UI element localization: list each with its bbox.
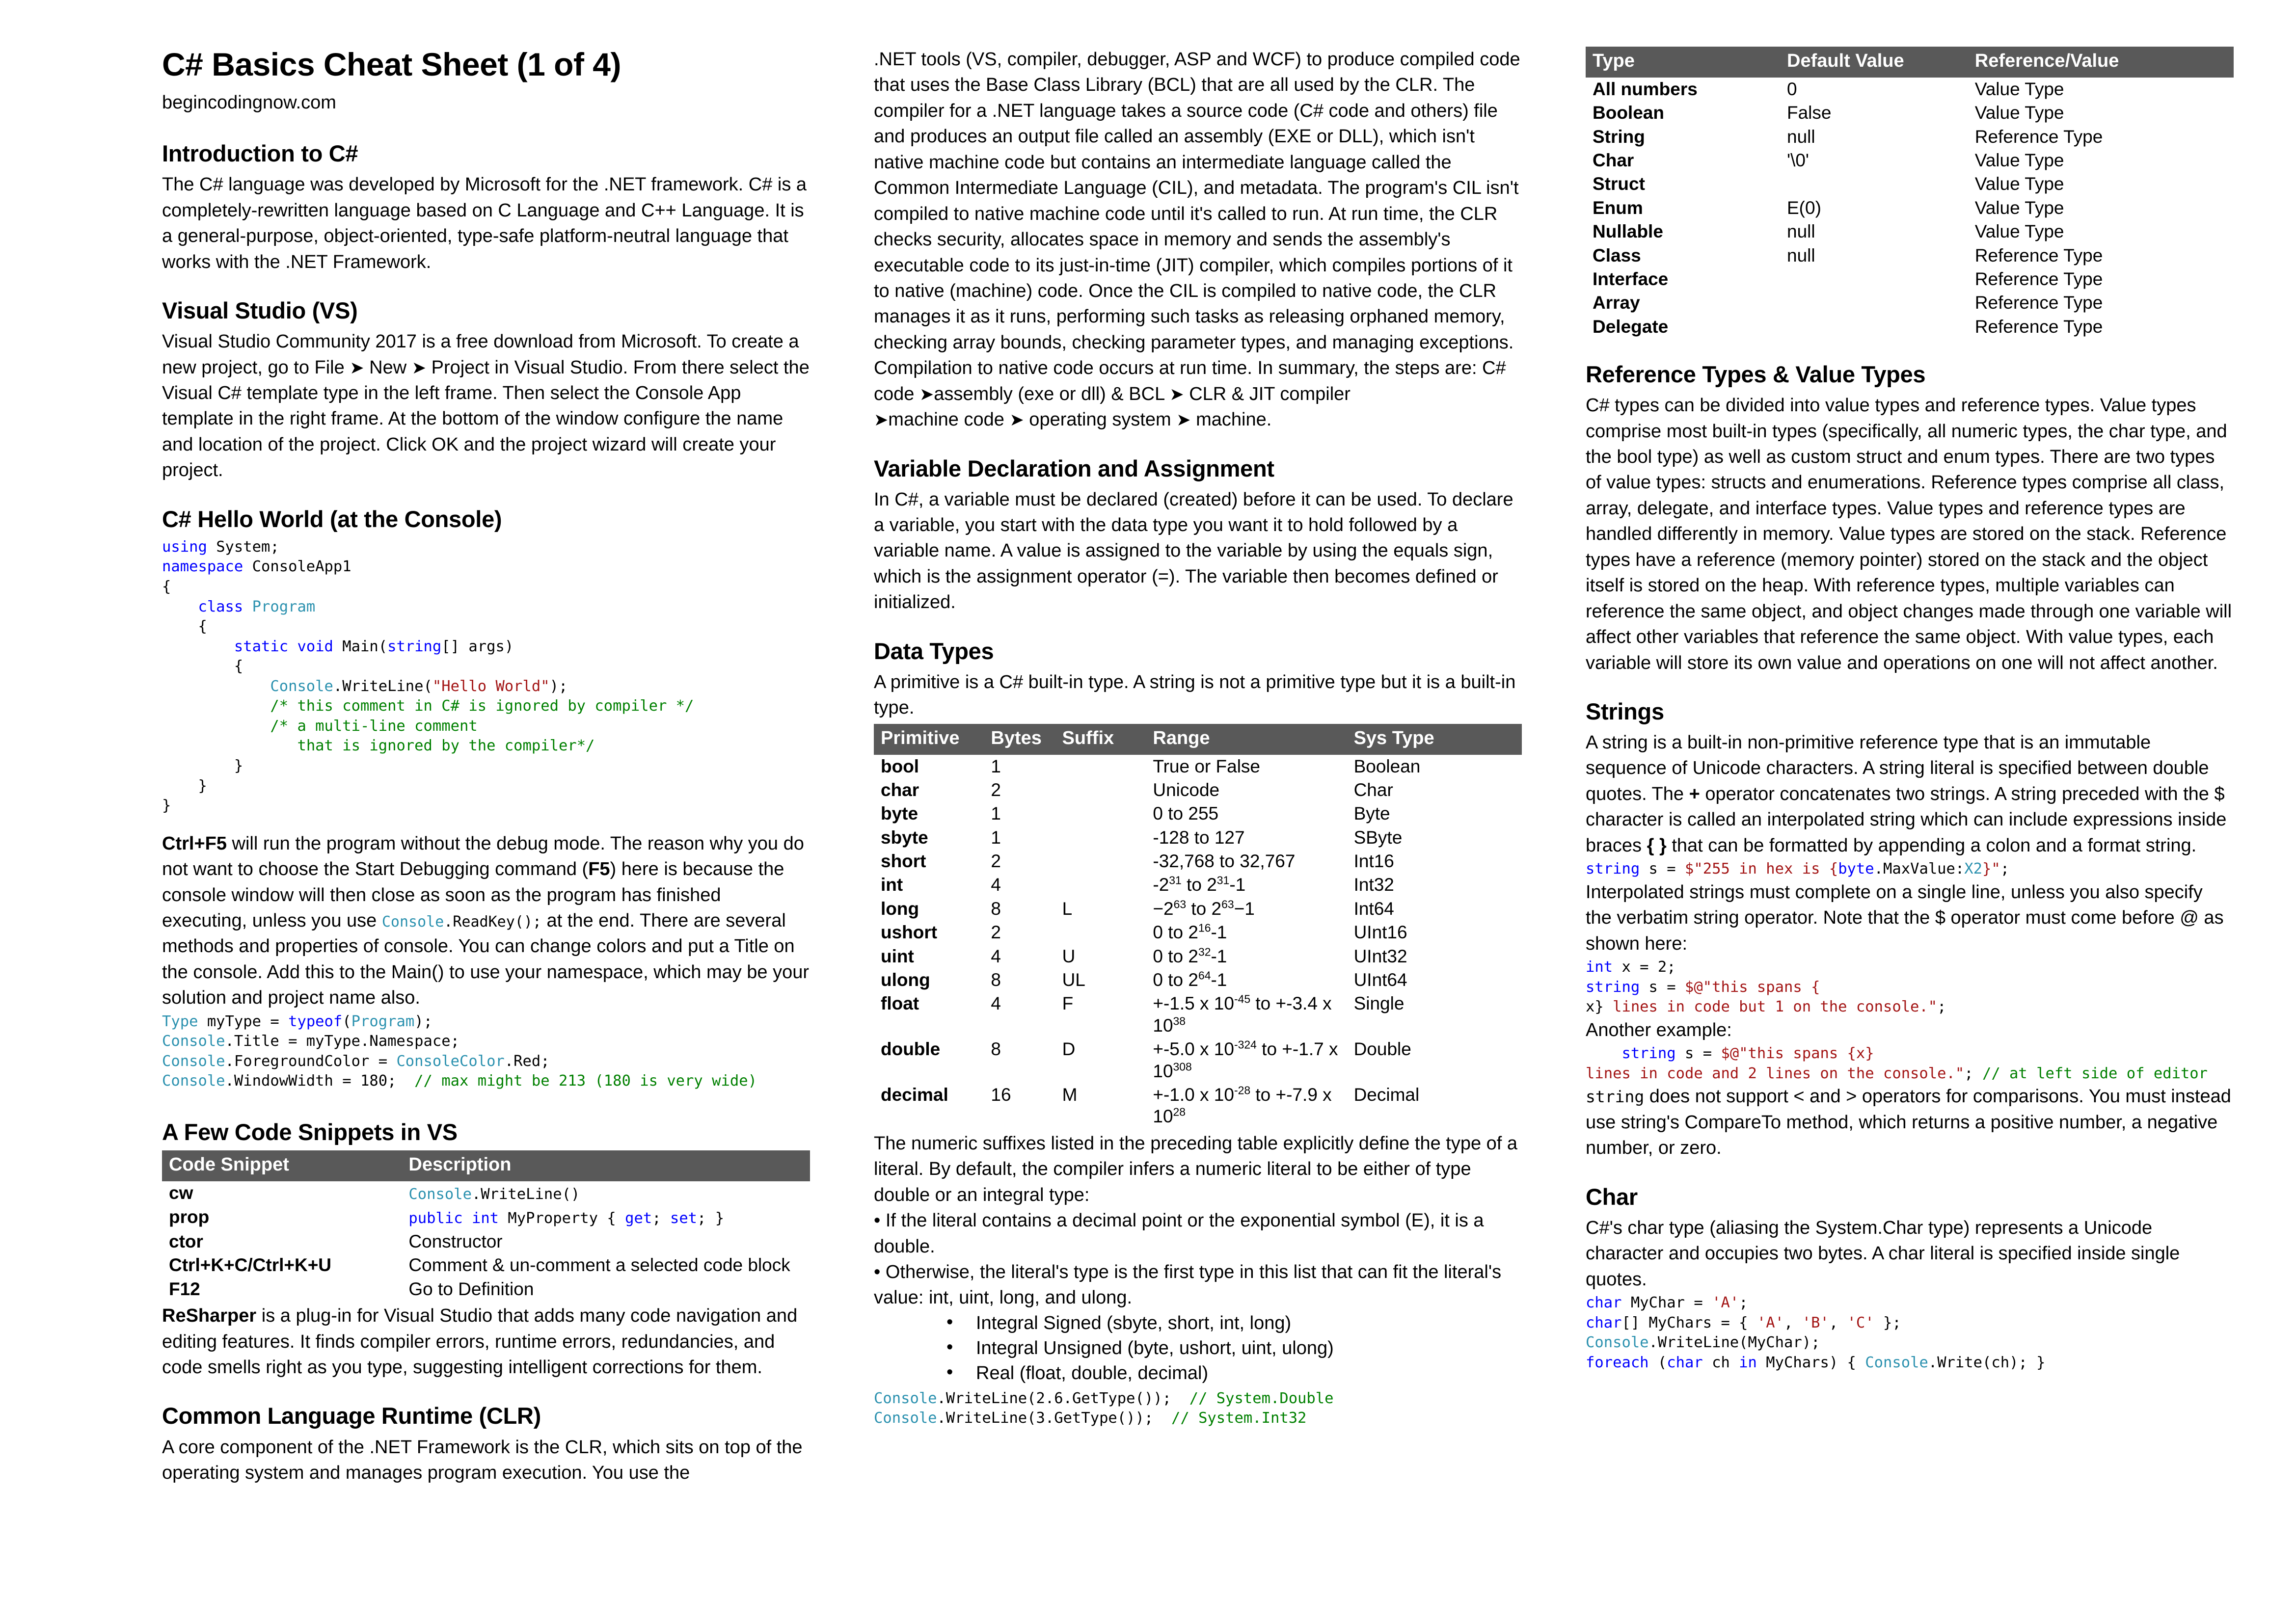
braces-symbol: { } <box>1647 835 1667 856</box>
primitive-systype: SByte <box>1353 827 1403 848</box>
primitive-systype: UInt16 <box>1353 922 1407 943</box>
heading-introduction: Introduction to C# <box>162 140 358 167</box>
primitive-suffix <box>1055 755 1146 778</box>
table-row <box>874 897 1522 921</box>
col-header-primitive: Primitive <box>874 724 984 755</box>
primitive-range: $-2^{31}$ to $2^{31}-1$ <box>1153 874 1246 895</box>
type-name: Delegate <box>1593 316 1669 337</box>
visual-studio-paragraph <box>162 329 810 483</box>
type-reference-or-value: Reference Type <box>1974 245 2103 266</box>
type-reference-or-value: Reference Type <box>1974 126 2103 147</box>
compareto-paragraph <box>1586 1084 2234 1161</box>
steps-text-4: operating system <box>1024 409 1177 430</box>
bullet-literal-double: • If the literal contains a decimal point or the exponential symbol (E), it is a double. <box>874 1210 1484 1257</box>
ctrlf5-text-3: at the end. There are several methods and properties of console. You can change colors and put a Title on the console. Add this to the Main() to use your namespace, which may be your solution and project name also. <box>162 910 810 1009</box>
snippet-description: Go to Definition <box>408 1278 534 1299</box>
arrow-icon: ➤ <box>874 410 889 430</box>
type-reference-or-value: Value Type <box>1974 103 2064 123</box>
intro-paragraph: The C# language was developed by Microsoft for the .NET framework. C# is a completely-rewritten language based on C Language and C++ Language. It is a general-purpose, object-oriented, type-safe platform-neutral language that works with the .NET Framework. <box>162 174 807 272</box>
type-default-value: null <box>1787 221 1815 242</box>
table-row <box>874 755 1522 778</box>
primitive-name: sbyte <box>881 827 928 848</box>
type-default-value: 0 <box>1787 79 1797 99</box>
table-row <box>1586 101 2234 125</box>
suffix-paragraph: The numeric suffixes listed in the preceding table explicitly define the type of a literal. By default, the compiler infers a numeric literal to be either of type double or an integral type: <box>874 1133 1518 1205</box>
readkey-code: Console <box>381 913 444 931</box>
primitive-name: uint <box>881 946 914 966</box>
site-subtitle: begincodingnow.com <box>162 92 336 113</box>
primitive-range: 0 to $2^{16}-1$ <box>1153 921 1227 943</box>
reftypes-paragraph: C# types can be divided into value types and reference types. Value types comprise most built-in types (specifically, all numeric types, the char type, and the bool type) as well as custom struct and enum types. There are two types of value types: structs and enumerations. Reference types comprise all class, array, delegate, and interface types. Value types and reference types are handled differently in memory. Value types are stored on the stack. Reference types have a reference (memory pointer) stored on the stack and the object itself is stored on the heap. With reference types, multiple variables can reference the same object, and object changes made through one variable will affect other variables that reference the same object. With value types, each variable will store its own value and operations on one will not affect another. <box>1586 395 2232 673</box>
type-name: Char <box>1593 150 1634 170</box>
heading-visual-studio: Visual Studio (VS) <box>162 297 358 324</box>
type-name: Enum <box>1593 197 1643 218</box>
steps-text-3: machine code <box>888 409 1010 430</box>
col-header-bytes: Bytes <box>984 724 1055 755</box>
primitive-range: -128 to 127 <box>1153 827 1245 848</box>
primitive-systype: Double <box>1353 1039 1411 1060</box>
snippet-description: Console.WriteLine() <box>408 1185 580 1203</box>
bullet-literal-integral: • Otherwise, the literal's type is the first type in this list that can fit the literal's value: int, uint, long, and ulong. <box>874 1261 1502 1308</box>
steps-text-2: CLR & JIT compiler <box>1184 383 1351 404</box>
primitive-systype: Char <box>1353 779 1393 800</box>
primitive-suffix <box>1055 802 1146 825</box>
strings-text-3: that can be formatted by appending a colon and a format string. <box>1666 835 2197 856</box>
strings-paragraph <box>1586 730 2234 858</box>
table-row <box>1586 315 2234 339</box>
snippet-name: Ctrl+K+C/Ctrl+K+U <box>169 1255 332 1276</box>
char-code: char MyChar = 'A'; char[] MyChars = { 'A', 'B', 'C' }; Console.WriteLine(MyChar); foreach (char ch in MyChars) { Console.Write(ch); } <box>1586 1294 2046 1371</box>
type-reference-or-value: Reference Type <box>1974 268 2103 289</box>
table-row <box>874 873 1522 897</box>
snippet-description: Comment & un-comment a selected code block <box>408 1255 790 1276</box>
ctrlf5-paragraph <box>162 831 810 1011</box>
snippet-description: public int MyProperty { get; set; } <box>408 1210 725 1227</box>
snippet-name: cw <box>169 1182 193 1203</box>
type-reference-or-value: Reference Type <box>1974 316 2103 337</box>
primitive-bytes: 8 <box>991 1039 1001 1060</box>
vs-text-3: Project in Visual Studio. From there select the Visual C# template type in the left frame. Then select the Console App template in the right frame. At the bottom of the window configure the name and location of the project. Click OK and the project wizard will create your project. <box>162 357 810 481</box>
snippet-name: F12 <box>169 1278 200 1299</box>
primitive-systype: Int16 <box>1353 851 1394 872</box>
snippet-name: prop <box>169 1207 210 1227</box>
primitive-bytes: 2 <box>991 851 1001 872</box>
primitive-bytes: 1 <box>991 803 1001 824</box>
type-default-value: False <box>1787 103 1832 123</box>
primitive-range: 0 to 255 <box>1153 803 1219 824</box>
ctrlf5-label: Ctrl+F5 <box>162 833 227 854</box>
list-item: • Integral Signed (sbyte, short, int, long) <box>946 1311 1522 1336</box>
page-title: C# Basics Cheat Sheet (1 of 4) <box>162 46 621 82</box>
primitive-name: ushort <box>881 922 938 943</box>
clr-cont-text: .NET tools (VS, compiler, debugger, ASP and WCF) to produce compiled code that uses the Base Class Library (BCL) that are all used by the CLR. The compiler for a .NET language takes a source code (C# code and others) file and produces an output file called an assembly (EXE or DLL), which isn't native machine code but contains an intermediate language called the Common Intermediate Language (CIL), and metadata. The program's CIL isn't compiled to native machine code until it's called to run. At run time, the CLR checks security, allocates space in memory and sends the assembly's executable code to its just-in-time (JIT) compiler, which compiles portions of it to native (machine) code. Once the CIL is compiled to native code, the CLR manages it as it runs, performing such tasks as releasing orphaned memory, checking array bounds, checking parameter types, and managing exceptions. Compilation to native code occurs at run time. In summary, the steps are: C# code <box>874 49 1520 404</box>
primitive-range: +-1.0 x $10^{-28}$ to +-7.9 x $10^{28}$ <box>1153 1084 1332 1127</box>
primitive-range: 0 to $2^{32}-1$ <box>1153 945 1227 966</box>
primitive-name: double <box>881 1039 941 1060</box>
table-row <box>162 1253 810 1277</box>
col-header-suffix: Suffix <box>1055 724 1146 755</box>
ctrlf5-text-1: will run the program without the debug mode. The reason why you do not want to choose the Start Debugging command ( <box>162 833 804 880</box>
arrow-icon: ➤ <box>919 384 934 404</box>
heading-code-snippets: A Few Code Snippets in VS <box>162 1119 458 1145</box>
f5-label: F5 <box>588 859 610 880</box>
primitive-bytes: 1 <box>991 827 1001 848</box>
type-default-value <box>1780 291 1968 315</box>
heading-variable-declaration: Variable Declaration and Assignment <box>874 455 1274 481</box>
primitive-bytes: 8 <box>991 970 1001 990</box>
strings-text-2: operator concatenates two strings. A string preceded with the $ character is called an interpolated string which can include expressions inside braces <box>1586 783 2227 856</box>
interpolated-string-code: string s = $"255 in hex is {byte.MaxValue:X2}"; <box>1586 860 2010 878</box>
col-header-systype: Sys Type <box>1347 724 1522 755</box>
table-row <box>874 1038 1522 1083</box>
resharper-text: is a plug-in for Visual Studio that adds many code navigation and editing features. It finds compiler errors, runtime errors, redundancies, and code smells right as you type, suggesting intelligent corrections for them. <box>162 1305 798 1378</box>
heading-char: Char <box>1586 1183 1638 1210</box>
list-item: • Real (float, double, decimal) <box>946 1361 1522 1386</box>
resharper-label: ReSharper <box>162 1305 257 1327</box>
char-paragraph: C#'s char type (aliasing the System.Char type) represents a Unicode character and occupies two bytes. A char literal is specified inside single quotes. <box>1586 1217 2180 1290</box>
table-row <box>1586 125 2234 149</box>
primitive-bytes: 2 <box>991 922 1001 943</box>
type-name: Nullable <box>1593 221 1663 242</box>
datatypes-paragraph: A primitive is a C# built-in type. A string is not a primitive type but it is a built-in type. <box>874 671 1516 718</box>
type-default-value: null <box>1787 126 1815 147</box>
primitive-name: bool <box>881 756 919 776</box>
primitive-suffix <box>1055 778 1146 802</box>
type-name: Interface <box>1593 268 1669 289</box>
compareto-text: does not support < and > operators for comparisons. You must instead use string's CompareTo method, which returns a positive number, a negative number, or zero. <box>1586 1086 2231 1159</box>
col-header-reference-value: Reference/Value <box>1968 47 2234 78</box>
col-header-range: Range <box>1146 724 1347 755</box>
primitive-bytes: 4 <box>991 993 1001 1014</box>
primitive-systype: Int32 <box>1353 875 1394 895</box>
primitive-systype: Decimal <box>1353 1084 1420 1105</box>
steps-text-1: assembly (exe or dll) & BCL <box>934 383 1170 404</box>
table-header-row <box>874 724 1522 755</box>
table-row <box>874 945 1522 968</box>
primitive-systype: Int64 <box>1353 898 1394 919</box>
literal-type-list <box>874 1311 1522 1386</box>
type-reference-or-value: Value Type <box>1974 221 2064 242</box>
clr-paragraph: A core component of the .NET Framework is the CLR, which sits on top of the operating system and manages program execution. You use the <box>162 1437 803 1483</box>
plus-operator: + <box>1689 783 1700 804</box>
table-row <box>162 1205 810 1230</box>
type-reference-or-value: Value Type <box>1974 79 2064 99</box>
table-row <box>1586 220 2234 243</box>
type-name: All numbers <box>1593 79 1698 99</box>
verbatim-spans-code-2: string s = $@"this spans {x} lines in code and 2 lines on the console."; // at left side of editor <box>1586 1045 2208 1082</box>
table-row <box>874 992 1522 1038</box>
table-row <box>1586 244 2234 267</box>
table-row <box>162 1277 810 1301</box>
ctrlf5-text-2: ) here is because the console window will then close as soon as the program has finished executing, unless you use <box>162 859 784 931</box>
vardecl-paragraph: In C#, a variable must be declared (created) before it can be used. To declare a variable, you start with the data type you want it to hold followed by a variable name. A value is assigned to the variable by using the equals sign, which is the assignment operator (=). The variable then becomes defined or initialized. <box>874 489 1513 613</box>
verbatim-spans-code: int x = 2; string s = $@"this spans { x} lines in code but 1 on the console."; <box>1586 958 1946 1016</box>
primitive-name: byte <box>881 803 918 824</box>
primitive-systype: Byte <box>1353 803 1390 824</box>
type-default-value <box>1780 267 1968 291</box>
type-name: Array <box>1593 293 1640 313</box>
type-default-value <box>1780 315 1968 339</box>
primitive-suffix: F <box>1062 993 1074 1014</box>
primitive-range: Unicode <box>1153 779 1220 800</box>
col-header-type: Type <box>1586 47 1780 78</box>
primitive-name: float <box>881 993 919 1014</box>
primitive-bytes: 1 <box>991 756 1001 776</box>
type-name: String <box>1593 126 1645 147</box>
column-three <box>1586 47 2234 1623</box>
heading-clr: Common Language Runtime (CLR) <box>162 1403 541 1429</box>
primitive-suffix: UL <box>1062 970 1085 990</box>
table-row <box>1586 149 2234 172</box>
vs-text-1: Visual Studio Community 2017 is a free download from Microsoft. To create a new project, go to File <box>162 331 799 378</box>
column-one <box>162 47 810 1623</box>
primitive-suffix: M <box>1062 1084 1078 1105</box>
list-item: • Integral Unsigned (byte, ushort, uint, ulong) <box>946 1336 1522 1361</box>
steps-text-5: machine. <box>1190 409 1272 430</box>
primitive-systype: Single <box>1353 993 1405 1014</box>
primitive-name: long <box>881 898 919 919</box>
primitive-range: +-1.5 x $10^{-45}$ to +-3.4 x $10^{38}$ <box>1153 993 1332 1036</box>
primitive-bytes: 4 <box>991 875 1001 895</box>
vs-text-2: New <box>364 357 412 378</box>
interpolation-paragraph: Interpolated strings must complete on a single line, unless you also specify the verbatim string operator. Note that the $ operator must come before @ as shown here: <box>1586 881 2224 954</box>
col-header-code-snippet: Code Snippet <box>162 1150 402 1181</box>
heading-data-types: Data Types <box>874 638 994 664</box>
heading-reference-value-types: Reference Types & Value Types <box>1586 361 1926 388</box>
clr-continued-paragraph <box>874 47 1522 433</box>
type-reference-or-value: Value Type <box>1974 174 2064 194</box>
primitive-bytes: 4 <box>991 946 1001 966</box>
type-reference-or-value: Value Type <box>1974 150 2064 170</box>
snippets-table-body <box>162 1181 810 1301</box>
primitive-suffix <box>1055 873 1146 897</box>
types-default-table <box>1586 47 2234 339</box>
snippet-description: Constructor <box>408 1231 503 1251</box>
table-row <box>874 1083 1522 1129</box>
snippet-name: ctor <box>169 1231 203 1251</box>
primitive-name: ulong <box>881 970 930 990</box>
table-header-row <box>1586 47 2234 78</box>
table-row <box>874 826 1522 850</box>
types-table-body <box>1586 78 2234 339</box>
arrow-icon: ➤ <box>350 358 364 377</box>
console-settings-code: Type myType = typeof(Program); Console.Title = myType.Namespace; Console.ForegroundColor = ConsoleColor.Red; Console.WindowWidth = 180; // max might be 213 (180 is very wide) <box>162 1012 757 1090</box>
primitive-suffix: L <box>1062 898 1073 919</box>
gettype-code: Console.WriteLine(2.6.GetType()); // System.Double Console.WriteLine(3.GetType()); // System.Int32 <box>874 1389 1334 1427</box>
col-header-description: Description <box>402 1150 810 1181</box>
primitive-name: char <box>881 779 919 800</box>
resharper-paragraph <box>162 1303 810 1380</box>
table-row <box>874 968 1522 992</box>
type-name: Boolean <box>1593 103 1664 123</box>
primitive-suffix: D <box>1062 1039 1076 1060</box>
type-default-value: E(0) <box>1787 197 1821 218</box>
readkey-code-rest: .ReadKey(); <box>444 913 541 931</box>
table-row <box>162 1181 810 1206</box>
table-row <box>162 1230 810 1253</box>
table-row <box>874 921 1522 944</box>
another-example-label: Another example: <box>1586 1019 1732 1040</box>
type-default-value <box>1780 172 1968 196</box>
type-name: Struct <box>1593 174 1645 194</box>
primitive-bytes: 16 <box>991 1084 1011 1105</box>
table-row <box>1586 78 2234 101</box>
heading-strings: Strings <box>1586 698 1664 724</box>
primitive-bytes: 8 <box>991 898 1001 919</box>
table-row <box>874 802 1522 825</box>
primitive-range: 0 to $2^{64}-1$ <box>1153 969 1227 990</box>
table-row <box>874 778 1522 802</box>
primitive-range: -32,768 to 32,767 <box>1153 851 1296 872</box>
primitive-systype: UInt32 <box>1353 946 1407 966</box>
primitive-systype: UInt64 <box>1353 970 1407 990</box>
primitives-table-body <box>874 755 1522 1129</box>
table-row <box>1586 267 2234 291</box>
table-row <box>1586 172 2234 196</box>
primitive-range: +-5.0 x $10^{-324}$ to +-1.7 x $10^{308}$ <box>1153 1038 1338 1081</box>
heading-hello-world: C# Hello World (at the Console) <box>162 506 502 532</box>
string-keyword: string <box>1586 1087 1645 1107</box>
type-default-value: null <box>1787 245 1815 266</box>
type-reference-or-value: Value Type <box>1974 197 2064 218</box>
table-row <box>874 850 1522 873</box>
primitive-range: True or False <box>1153 756 1261 776</box>
type-reference-or-value: Reference Type <box>1974 293 2103 313</box>
primitive-bytes: 2 <box>991 779 1001 800</box>
table-header-row <box>162 1150 810 1181</box>
arrow-icon: ➤ <box>1176 410 1191 430</box>
col-header-default-value: Default Value <box>1780 47 1968 78</box>
primitive-suffix <box>1055 850 1146 873</box>
primitive-suffix <box>1055 921 1146 944</box>
strings-text-1: A string is a built-in non-primitive reference type that is an immutable sequence of Unicode characters. A string literal is specified between double quotes. The <box>1586 732 2209 804</box>
table-row <box>1586 291 2234 315</box>
arrow-icon: ➤ <box>411 358 427 377</box>
arrow-icon: ➤ <box>1009 410 1024 430</box>
arrow-icon: ➤ <box>1169 384 1184 404</box>
primitive-suffix <box>1055 826 1146 850</box>
code-snippets-table <box>162 1150 810 1301</box>
hello-world-code: using System; namespace ConsoleApp1 { class Program { static void Main(string[] args) { Console.WriteLine("Hello World"); /* this comment in C# is ignored by compiler */ /* a multi-line comment that is ignored by the compiler*/ } } } <box>162 538 694 815</box>
type-default-value: '\0' <box>1787 150 1809 170</box>
primitive-range: $-2^{63}$ to $2^{63}-1$ <box>1153 898 1255 919</box>
column-two <box>874 47 1522 1623</box>
primitive-name: short <box>881 851 926 872</box>
primitive-name: decimal <box>881 1084 948 1105</box>
primitives-table <box>874 724 1522 1129</box>
primitive-suffix: U <box>1062 946 1076 966</box>
primitive-name: int <box>881 875 903 895</box>
primitive-systype: Boolean <box>1353 756 1421 776</box>
table-row <box>1586 196 2234 220</box>
type-name: Class <box>1593 245 1641 266</box>
